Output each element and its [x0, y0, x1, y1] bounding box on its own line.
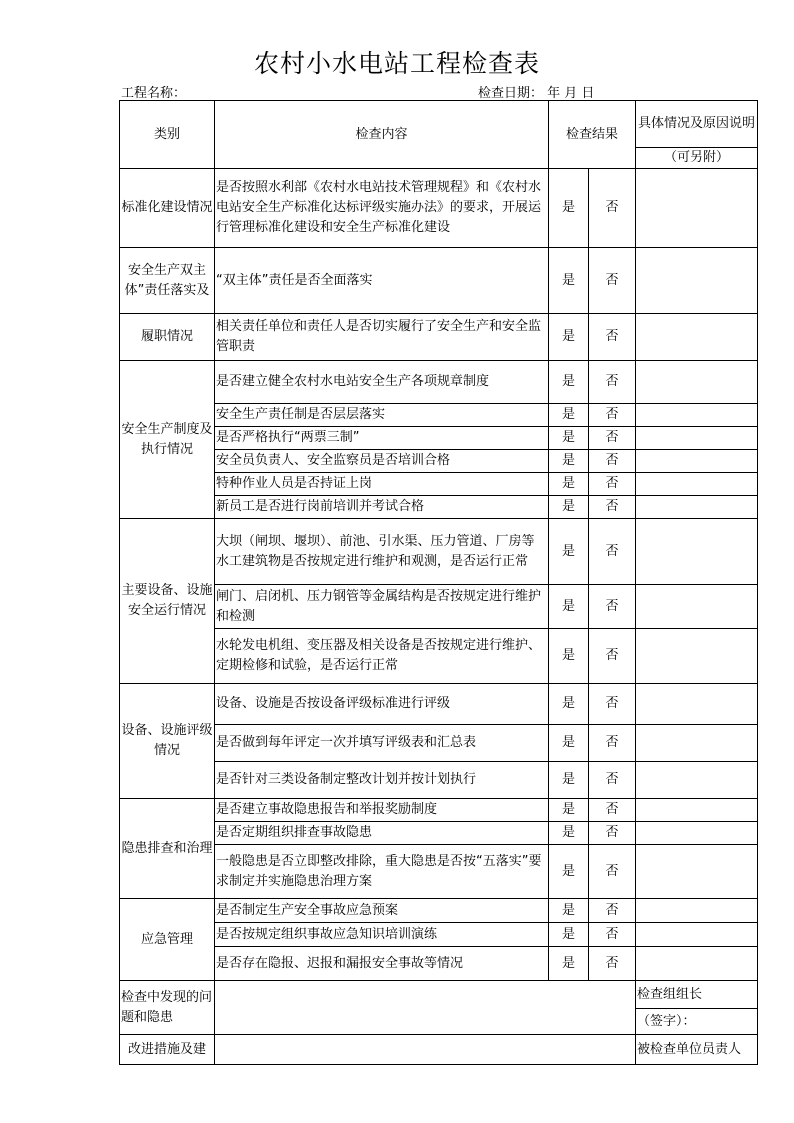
- problems-label: 检查中发现的问题和隐患: [120, 981, 215, 1035]
- result-no-cell[interactable]: 否: [589, 947, 636, 981]
- result-no-cell[interactable]: 否: [589, 496, 636, 519]
- check-item-cell: 是否存在隐报、迟报和漏报安全事故等情况: [215, 947, 549, 981]
- result-yes-cell[interactable]: 是: [549, 496, 589, 519]
- detail-cell[interactable]: [636, 585, 758, 629]
- table-row: [120, 450, 758, 473]
- check-item-cell: 特种作业人员是否持证上岗: [215, 473, 549, 496]
- detail-cell[interactable]: [636, 519, 758, 585]
- category-cell: 隐患排查和治理: [120, 799, 215, 899]
- result-no-cell[interactable]: 否: [589, 845, 636, 899]
- category-cell: 主要设备、设施安全运行情况: [120, 519, 215, 684]
- result-yes-cell[interactable]: 是: [549, 314, 589, 361]
- result-no-cell[interactable]: 否: [589, 314, 636, 361]
- check-item-cell: 是否严格执行“两票三制”: [215, 427, 549, 450]
- check-item-cell: 安全员负责人、安全监察员是否培训合格: [215, 450, 549, 473]
- detail-cell[interactable]: [636, 473, 758, 496]
- table-row: [120, 899, 758, 923]
- detail-cell[interactable]: [636, 845, 758, 899]
- table-row: [120, 248, 758, 314]
- category-cell: 应急管理: [120, 899, 215, 981]
- detail-cell[interactable]: [636, 169, 758, 248]
- detail-cell[interactable]: [636, 361, 758, 404]
- category-cell: 标准化建设情况: [120, 169, 215, 248]
- detail-cell[interactable]: [636, 725, 758, 762]
- check-date-label: 检查日期： 年 月 日: [478, 86, 595, 101]
- result-yes-cell[interactable]: 是: [549, 725, 589, 762]
- header-content: 检查内容: [215, 101, 549, 169]
- result-yes-cell[interactable]: 是: [549, 473, 589, 496]
- check-item-cell: 是否制定生产安全事故应急预案: [215, 899, 549, 923]
- table-row: [120, 923, 758, 947]
- result-no-cell[interactable]: 否: [589, 629, 636, 684]
- project-name-label: 工程名称：: [121, 86, 187, 101]
- result-yes-cell[interactable]: 是: [549, 450, 589, 473]
- result-no-cell[interactable]: 否: [589, 799, 636, 822]
- category-cell: 安全生产双主体”责任落实及: [120, 248, 215, 314]
- result-no-cell[interactable]: 否: [589, 822, 636, 845]
- leader-label: 检查组组长: [636, 981, 758, 1009]
- header-detail-note: （可另附）: [636, 148, 758, 169]
- detail-cell[interactable]: [636, 314, 758, 361]
- check-item-cell: 大坝（闸坝、堰坝）、前池、引水渠、压力管道、厂房等水工建筑物是否按规定进行维护和观测，是否运行正常: [215, 519, 549, 585]
- table-row: [120, 519, 758, 585]
- result-no-cell[interactable]: 否: [589, 427, 636, 450]
- result-no-cell[interactable]: 否: [589, 684, 636, 725]
- detail-cell[interactable]: [636, 799, 758, 822]
- table-row: [120, 404, 758, 427]
- result-no-cell[interactable]: 否: [589, 169, 636, 248]
- detail-cell[interactable]: [636, 248, 758, 314]
- result-no-cell[interactable]: 否: [589, 725, 636, 762]
- table-row: [120, 799, 758, 822]
- result-no-cell[interactable]: 否: [589, 519, 636, 585]
- check-item-cell: 安全生产责任制是否层层落实: [215, 404, 549, 427]
- detail-cell[interactable]: [636, 629, 758, 684]
- detail-cell[interactable]: [636, 450, 758, 473]
- result-yes-cell[interactable]: 是: [549, 519, 589, 585]
- result-yes-cell[interactable]: 是: [549, 799, 589, 822]
- result-no-cell[interactable]: 否: [589, 473, 636, 496]
- table-row: [120, 725, 758, 762]
- result-yes-cell[interactable]: 是: [549, 923, 589, 947]
- inspection-table: [119, 100, 758, 1065]
- check-item-cell: 是否按规定组织事故应急知识培训演练: [215, 923, 549, 947]
- check-item-cell: 是否建立健全农村水电站安全生产各项规章制度: [215, 361, 549, 404]
- result-yes-cell[interactable]: 是: [549, 762, 589, 799]
- category-cell: 履职情况: [120, 314, 215, 361]
- header-category: 类别: [120, 101, 215, 169]
- inspected-label: 被检查单位员责人: [636, 1035, 758, 1065]
- category-cell: 安全生产制度及执行情况: [120, 361, 215, 519]
- check-item-cell: 是否定期组织排查事故隐患: [215, 822, 549, 845]
- check-item-cell: 设备、设施是否按设备评级标准进行评级: [215, 684, 549, 725]
- result-yes-cell[interactable]: 是: [549, 947, 589, 981]
- result-yes-cell[interactable]: 是: [549, 899, 589, 923]
- result-no-cell[interactable]: 否: [589, 899, 636, 923]
- footer-row: [120, 1035, 758, 1065]
- table-row: [120, 427, 758, 450]
- result-yes-cell[interactable]: 是: [549, 169, 589, 248]
- detail-cell[interactable]: [636, 947, 758, 981]
- category-cell: 设备、设施评级情况: [120, 684, 215, 799]
- result-no-cell[interactable]: 否: [589, 923, 636, 947]
- result-yes-cell[interactable]: 是: [549, 361, 589, 404]
- problems-field[interactable]: [215, 981, 636, 1035]
- table-row: [120, 947, 758, 981]
- check-item-cell: 闸门、启闭机、压力钢管等金属结构是否按规定进行维护和检测: [215, 585, 549, 629]
- detail-cell[interactable]: [636, 762, 758, 799]
- table-row: [120, 361, 758, 404]
- result-yes-cell[interactable]: 是: [549, 845, 589, 899]
- check-item-cell: “双主体”责任是否全面落实: [215, 248, 549, 314]
- improve-label: 改进措施及建: [120, 1035, 215, 1065]
- result-no-cell[interactable]: 否: [589, 450, 636, 473]
- table-row: [120, 845, 758, 899]
- table-row: [120, 762, 758, 799]
- result-no-cell[interactable]: 否: [589, 248, 636, 314]
- check-item-cell: 是否做到每年评定一次并填写评级表和汇总表: [215, 725, 549, 762]
- check-item-cell: 新员工是否进行岗前培训并考试合格: [215, 496, 549, 519]
- table-row: [120, 629, 758, 684]
- check-item-cell: 一般隐患是否立即整改排除，重大隐患是否按“五落实”要求制定并实施隐患治理方案: [215, 845, 549, 899]
- result-yes-cell[interactable]: 是: [549, 822, 589, 845]
- detail-cell[interactable]: [636, 822, 758, 845]
- table-row: [120, 314, 758, 361]
- result-yes-cell[interactable]: 是: [549, 404, 589, 427]
- result-no-cell[interactable]: 否: [589, 762, 636, 799]
- footer-row: [120, 981, 758, 1009]
- detail-cell[interactable]: [636, 496, 758, 519]
- page-title: 农村小水电站工程检查表: [253, 49, 540, 78]
- detail-cell[interactable]: [636, 684, 758, 725]
- result-no-cell[interactable]: 否: [589, 404, 636, 427]
- table-row: [120, 684, 758, 725]
- result-yes-cell[interactable]: 是: [549, 629, 589, 684]
- result-no-cell[interactable]: 否: [589, 361, 636, 404]
- improve-field[interactable]: [215, 1035, 636, 1065]
- table-row: [120, 473, 758, 496]
- header-detail: 具体情况及原因说明: [636, 101, 758, 148]
- result-yes-cell[interactable]: 是: [549, 684, 589, 725]
- result-no-cell[interactable]: 否: [589, 585, 636, 629]
- sign-label: （签字）：: [636, 1009, 758, 1035]
- result-yes-cell[interactable]: 是: [549, 248, 589, 314]
- check-item-cell: 是否针对三类设备制定整改计划并按计划执行: [215, 762, 549, 799]
- check-item-cell: 是否建立事故隐患报告和举报奖励制度: [215, 799, 549, 822]
- detail-cell[interactable]: [636, 427, 758, 450]
- header-result: 检查结果: [549, 101, 636, 169]
- check-item-cell: 水轮发电机组、变压器及相关设备是否按规定进行维护、定期检修和试验，是否运行正常: [215, 629, 549, 684]
- detail-cell[interactable]: [636, 899, 758, 923]
- result-yes-cell[interactable]: 是: [549, 585, 589, 629]
- table-row: [120, 822, 758, 845]
- table-row: [120, 496, 758, 519]
- detail-cell[interactable]: [636, 404, 758, 427]
- detail-cell[interactable]: [636, 923, 758, 947]
- result-yes-cell[interactable]: 是: [549, 427, 589, 450]
- check-item-cell: 相关责任单位和责任人是否切实履行了安全生产和安全监管职责: [215, 314, 549, 361]
- table-row: [120, 169, 758, 248]
- check-item-cell: 是否按照水利部《农村水电站技术管理规程》和《农村水电站安全生产标准化达标评级实施办法》的要求，开展运行管理标准化建设和安全生产标准化建设: [215, 169, 549, 248]
- table-row: [120, 585, 758, 629]
